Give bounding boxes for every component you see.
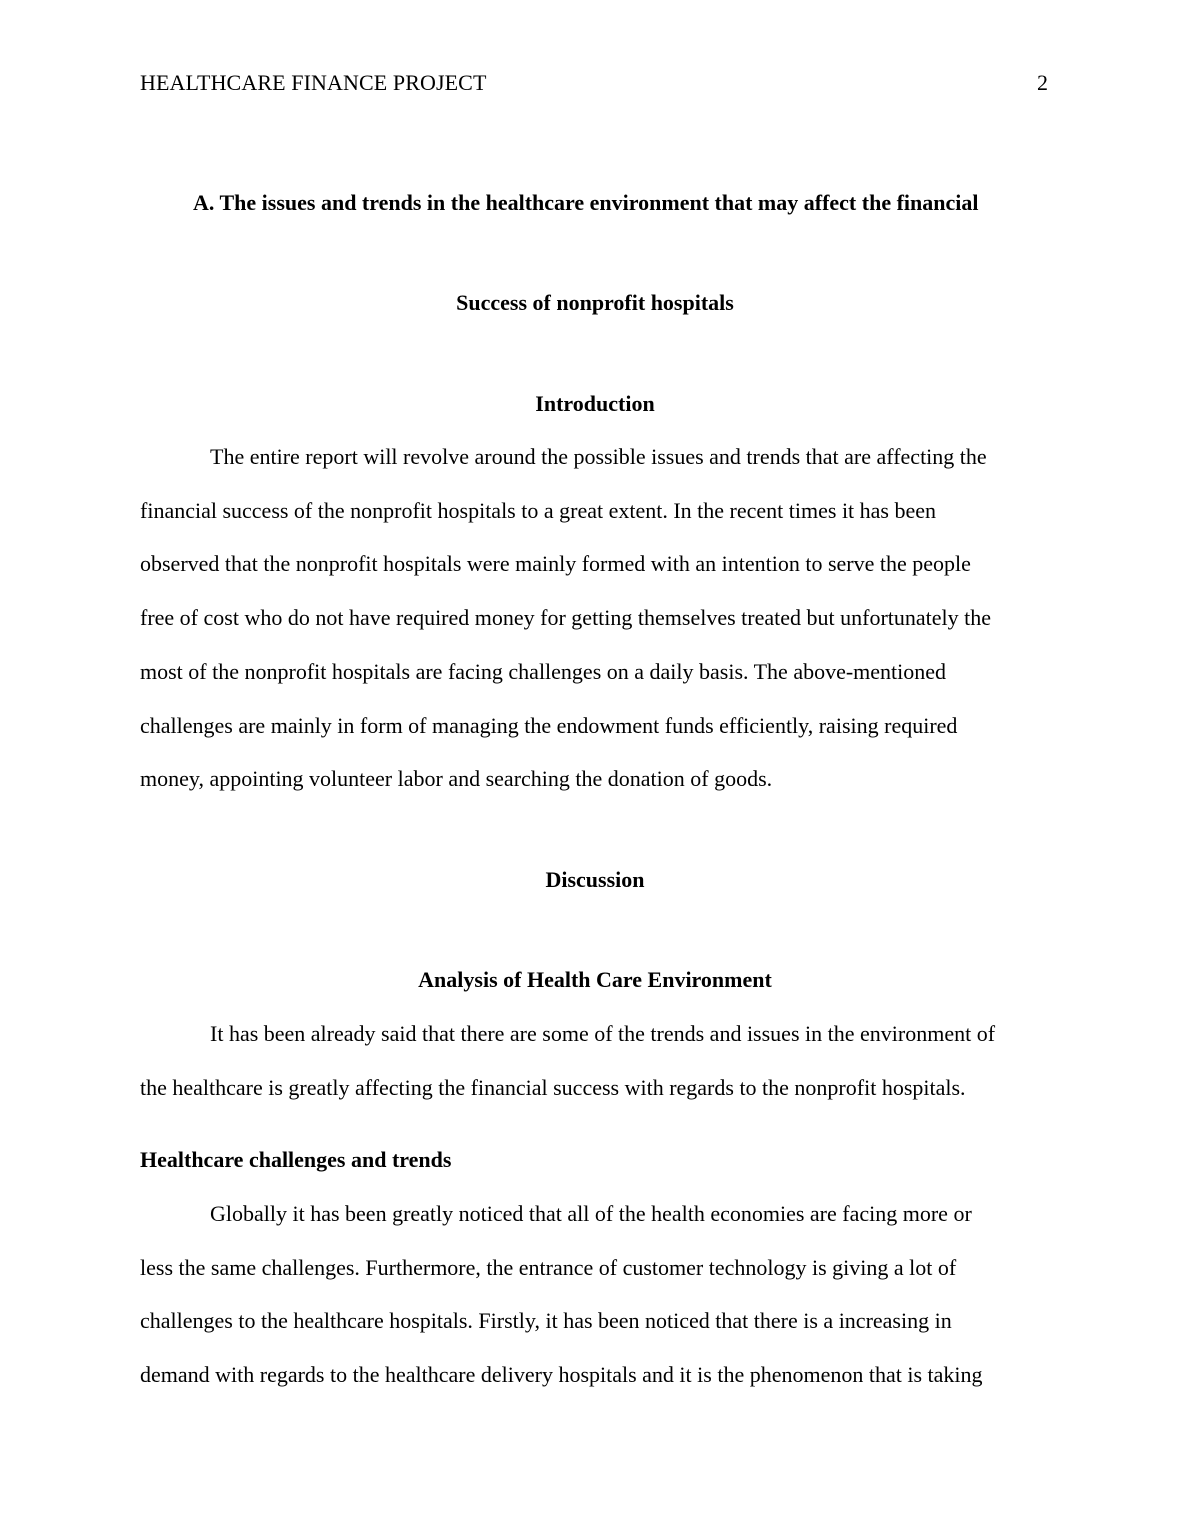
paragraph-line: observed that the nonprofit hospitals were mainly formed with an intention to serve the people xyxy=(140,551,971,577)
paragraph-line: challenges to the healthcare hospitals. Firstly, it has been noticed that there is a increasing in xyxy=(140,1308,952,1334)
running-head: HEALTHCARE FINANCE PROJECT xyxy=(140,70,487,95)
paragraph-line: challenges are mainly in form of managing the endowment funds efficiently, raising required xyxy=(140,712,958,738)
paragraph-line: less the same challenges. Furthermore, the entrance of customer technology is giving a lot of xyxy=(140,1254,957,1280)
title-line-2: Success of nonprofit hospitals xyxy=(456,290,734,315)
paragraph-line: demand with regards to the healthcare delivery hospitals and it is the phenomenon that is taking xyxy=(140,1362,983,1388)
paragraph-line: the healthcare is greatly affecting the financial success with regards to the nonprofit hospitals. xyxy=(140,1074,966,1100)
challenges-heading: Healthcare challenges and trends xyxy=(140,1147,452,1172)
paragraph-line: It has been already said that there are some of the trends and issues in the environment of xyxy=(210,1021,996,1046)
paragraph-line: money, appointing volunteer labor and searching the donation of goods. xyxy=(140,766,773,792)
paragraph-line: The entire report will revolve around the possible issues and trends that are affecting the xyxy=(210,444,987,469)
analysis-heading: Analysis of Health Care Environment xyxy=(418,967,772,992)
introduction-paragraph xyxy=(140,430,1050,806)
introduction-heading: Introduction xyxy=(535,391,655,416)
challenges-paragraph xyxy=(140,1187,1050,1402)
paragraph-line: most of the nonprofit hospitals are facing challenges on a daily basis. The above-mentioned xyxy=(140,658,947,684)
discussion-heading: Discussion xyxy=(545,867,645,892)
paragraph-line: financial success of the nonprofit hospitals to a great extent. In the recent times it has been xyxy=(140,497,937,523)
analysis-paragraph xyxy=(140,1007,1050,1114)
page-number: 2 xyxy=(1037,70,1048,95)
paragraph-line: free of cost who do not have required money for getting themselves treated but unfortunately the xyxy=(140,605,992,631)
paragraph-line: Globally it has been greatly noticed that all of the health economies are facing more or xyxy=(210,1201,972,1226)
title-line-1: A. The issues and trends in the healthcare environment that may affect the financial xyxy=(193,190,979,215)
